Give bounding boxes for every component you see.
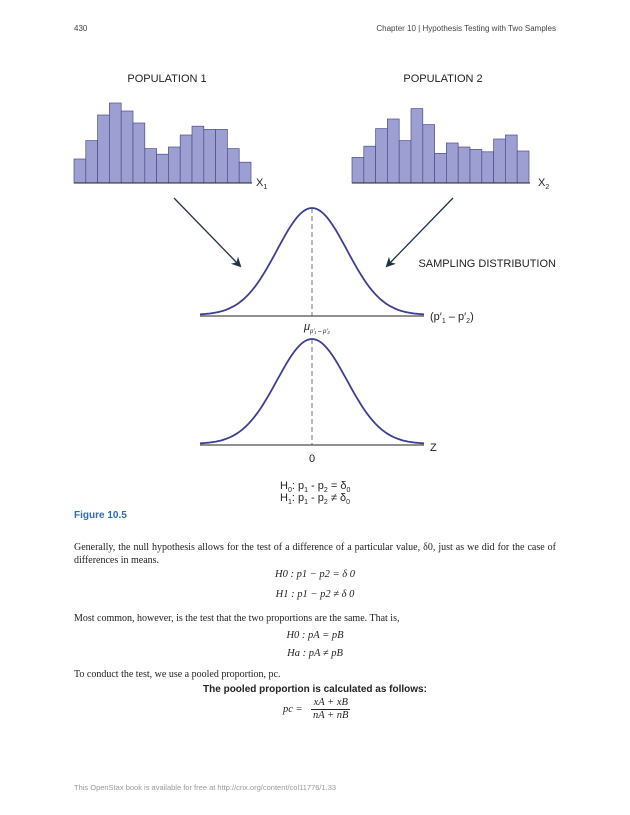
figure-caption: Figure 10.5 (74, 510, 127, 521)
pooled-proportion-formula (285, 697, 350, 722)
mean-label: $\mu_{p'_1 - p'_2}$ (304, 321, 330, 335)
alternative-hypothesis: $H_1$: $p_1 - p_2 \ne \delta_0$ (280, 492, 350, 506)
histogram-bar (133, 123, 145, 183)
sampling-distribution-label: SAMPLING DISTRIBUTION (418, 258, 556, 270)
formula-denominator: nA + nB (313, 710, 349, 721)
arrow-left (174, 198, 240, 266)
histogram-bar (458, 147, 470, 183)
pooled-proportion-heading: The pooled proportion is calculated as follows: (203, 684, 427, 695)
equation-h0-difference: H0 : p1 − p2 = δ 0 (274, 569, 355, 580)
histogram-bar (145, 149, 157, 183)
paragraph-proportions-same: Most common, however, is the test that the two proportions are the same. That is, (74, 613, 400, 624)
population-2-histogram (352, 109, 529, 183)
histogram-bar (227, 149, 239, 183)
histogram-bar (494, 139, 506, 183)
histogram-bar (435, 153, 447, 183)
formula-lhs: pc = (283, 704, 303, 715)
z-axis-label: Z (430, 442, 437, 454)
histogram-bar (98, 115, 110, 183)
histogram-bar (470, 149, 482, 183)
histogram-bar (423, 125, 435, 183)
paragraph-pooled-proportion: To conduct the test, we use a pooled proportion, pc. (74, 669, 281, 680)
histogram-bar (387, 119, 399, 183)
histogram-bar (86, 141, 98, 183)
null-hypothesis: $H_0$: $p_1 - p_2 = \delta_0$ (280, 480, 351, 494)
chapter-title: Chapter 10 | Hypothesis Testing with Two Samples (376, 24, 556, 33)
histogram-bar (204, 129, 216, 183)
population-1-histogram (74, 103, 251, 183)
page-number: 430 (74, 24, 88, 33)
histogram-bar (352, 157, 364, 183)
histogram-bar (399, 141, 411, 183)
histogram-bar (517, 151, 529, 183)
histogram-bar (192, 126, 204, 183)
formula-numerator: xA + xB (311, 697, 350, 710)
histogram-bar (446, 143, 458, 183)
arrow-right (387, 198, 453, 266)
paragraph-null-hypothesis: Generally, the null hypothesis allows for the test of a difference of a particular value, δ0, just as we did for the case of differences in means. (74, 542, 556, 566)
histogram-bar (121, 111, 133, 183)
histogram-bar (239, 162, 251, 183)
histogram-bar (180, 135, 192, 183)
page-footer: This OpenStax book is available for free at http://cnx.org/content/col11776/1.33 (74, 783, 337, 792)
population-2-label: POPULATION 2 (403, 73, 483, 85)
histogram-bar (74, 159, 86, 183)
x2-label: $X_2$ (538, 177, 550, 191)
equation-ha-not-equal: Ha : pA ≠ pB (287, 648, 343, 659)
difference-axis-label: $(p'_1 - p'_2)$ (430, 311, 474, 325)
histogram-bar (168, 147, 180, 183)
histogram-bar (216, 129, 228, 183)
histogram-bar (376, 129, 388, 183)
histogram-bar (411, 109, 423, 183)
x1-label: $X_1$ (256, 177, 268, 191)
histogram-bar (482, 152, 494, 183)
histogram-bar (364, 146, 376, 183)
zero-label: 0 (308, 453, 316, 465)
equation-h0-equal: H0 : pA = pB (286, 630, 344, 641)
histogram-bar (109, 103, 121, 183)
histogram-bar (505, 135, 517, 183)
equation-h1-difference: H1 : p1 − p2 ≠ δ 0 (275, 589, 355, 600)
population-1-label: POPULATION 1 (127, 73, 207, 85)
histogram-bar (157, 154, 169, 183)
